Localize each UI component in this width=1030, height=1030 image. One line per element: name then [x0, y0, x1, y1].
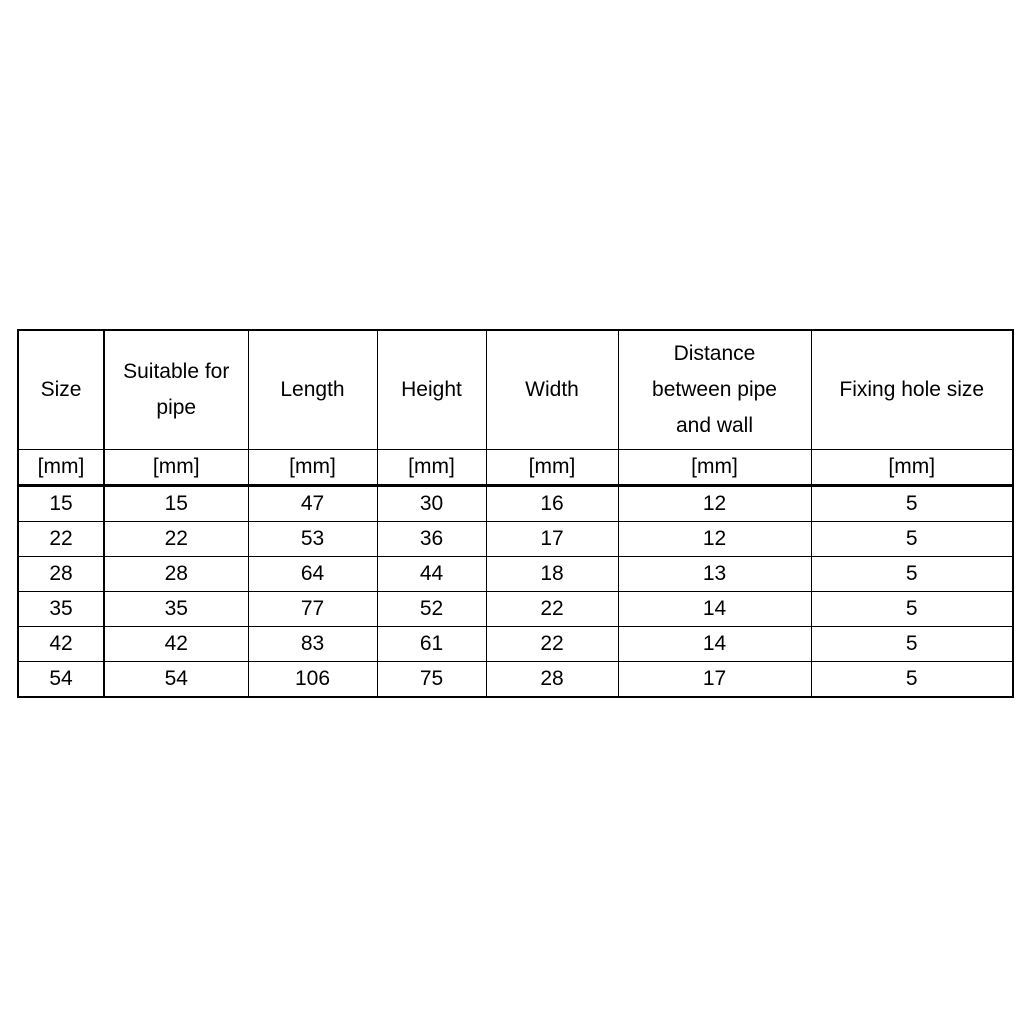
column-header-size: Size	[18, 330, 104, 450]
unit-cell: [mm]	[248, 450, 377, 486]
table-cell: 5	[811, 662, 1013, 698]
table-cell: 54	[104, 662, 248, 698]
table-cell: 14	[618, 627, 811, 662]
table-cell: 12	[618, 522, 811, 557]
table-cell: 13	[618, 557, 811, 592]
table-row	[18, 486, 1013, 522]
table-cell: 17	[618, 662, 811, 698]
table-row	[18, 522, 1013, 557]
table-cell: 54	[18, 662, 104, 698]
table-cell: 36	[377, 522, 486, 557]
table-cell: 83	[248, 627, 377, 662]
unit-cell: [mm]	[377, 450, 486, 486]
table-cell: 77	[248, 592, 377, 627]
unit-row	[18, 450, 1013, 486]
table-cell: 30	[377, 486, 486, 522]
table-cell: 22	[486, 592, 618, 627]
column-header-distance-pipe-wall: Distance between pipe and wall	[618, 330, 811, 450]
table-cell: 12	[618, 486, 811, 522]
table-cell: 18	[486, 557, 618, 592]
table-cell: 5	[811, 486, 1013, 522]
table-cell: 16	[486, 486, 618, 522]
table-cell: 5	[811, 592, 1013, 627]
table-cell: 17	[486, 522, 618, 557]
unit-cell: [mm]	[18, 450, 104, 486]
table-cell: 64	[248, 557, 377, 592]
column-header-height: Height	[377, 330, 486, 450]
table-cell: 47	[248, 486, 377, 522]
dimensions-table	[17, 329, 1014, 698]
unit-cell: [mm]	[811, 450, 1013, 486]
table-cell: 42	[18, 627, 104, 662]
header-row	[18, 330, 1013, 450]
table-cell: 5	[811, 557, 1013, 592]
table-cell: 5	[811, 627, 1013, 662]
table-cell: 53	[248, 522, 377, 557]
table-cell: 61	[377, 627, 486, 662]
table-cell: 44	[377, 557, 486, 592]
table-cell: 22	[18, 522, 104, 557]
table-cell: 42	[104, 627, 248, 662]
table-row	[18, 627, 1013, 662]
table-cell: 35	[104, 592, 248, 627]
table-cell: 28	[486, 662, 618, 698]
unit-cell: [mm]	[618, 450, 811, 486]
table-cell: 52	[377, 592, 486, 627]
column-header-suitable-for-pipe: Suitable for pipe	[104, 330, 248, 450]
table-cell: 28	[18, 557, 104, 592]
unit-cell: [mm]	[104, 450, 248, 486]
table-cell: 22	[104, 522, 248, 557]
table-row	[18, 592, 1013, 627]
table-cell: 106	[248, 662, 377, 698]
table-cell: 15	[18, 486, 104, 522]
table-cell: 35	[18, 592, 104, 627]
column-header-fixing-hole-size: Fixing hole size	[811, 330, 1013, 450]
table-cell: 75	[377, 662, 486, 698]
table-cell: 28	[104, 557, 248, 592]
table-cell: 5	[811, 522, 1013, 557]
table-cell: 14	[618, 592, 811, 627]
table-row	[18, 662, 1013, 698]
column-header-width: Width	[486, 330, 618, 450]
table-cell: 22	[486, 627, 618, 662]
column-header-length: Length	[248, 330, 377, 450]
table-row	[18, 557, 1013, 592]
unit-cell: [mm]	[486, 450, 618, 486]
table-cell: 15	[104, 486, 248, 522]
